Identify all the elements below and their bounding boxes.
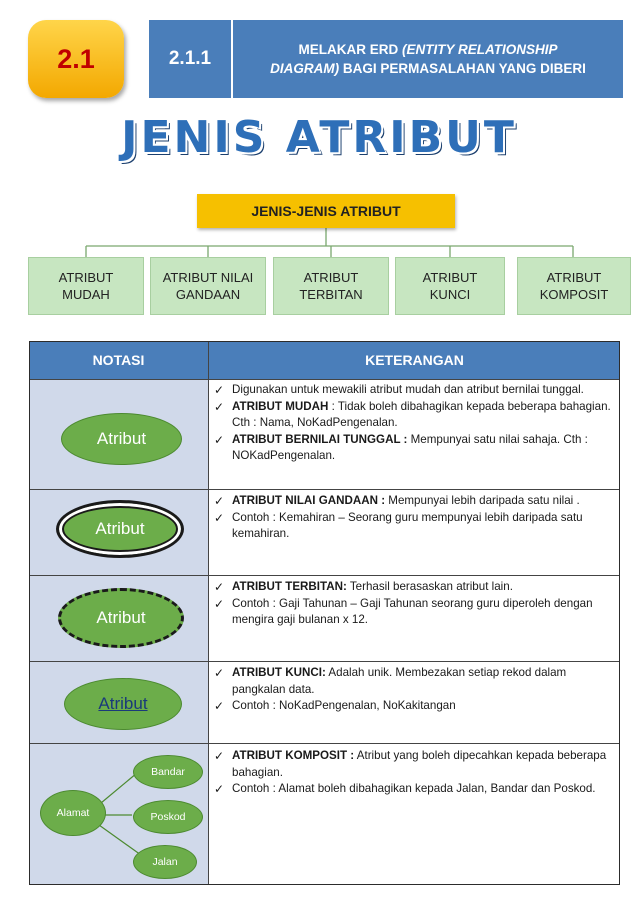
list-item: ✓ Contoh : Alamat boleh dibahagikan kepada Jalan, Bandar dan Poskod. bbox=[214, 782, 596, 796]
list-item: ✓ Contoh : NoKadPengenalan, NoKakitangan bbox=[214, 699, 456, 713]
composite-part-label: Poskod bbox=[150, 811, 186, 823]
composite-part-ellipse bbox=[133, 800, 203, 834]
checkmark-icon: ✓ bbox=[214, 432, 225, 447]
checkmark-icon: ✓ bbox=[214, 749, 225, 763]
list-item: ✓ Digunakan untuk mewakili atribut mudah dan atribut bernilai tunggal. bbox=[214, 383, 584, 397]
list-item: ✓ Contoh : Kemahiran – Seorang guru mempunyai lebih daripada satu kemahiran. bbox=[214, 510, 583, 540]
simple-attribute-ellipse bbox=[61, 413, 182, 465]
list-item: ✓ ATRIBUT KOMPOSIT : Atribut yang boleh dipecahkan kepada beberapa bahagian. bbox=[214, 749, 607, 779]
tree-leaf-atribut-nilai-gandaan: ATRIBUT NILAI GANDAAN bbox=[150, 257, 266, 315]
ellipse-label: Atribut bbox=[98, 694, 148, 713]
list-item: ✓ Contoh : Gaji Tahunan – Gaji Tahunan seorang guru diperoleh dengan mengira gaji bulanan x 12. bbox=[214, 596, 593, 626]
composite-part-label: Jalan bbox=[152, 856, 178, 868]
subsection-number: 2.1.1 bbox=[149, 20, 231, 98]
key-attribute-ellipse bbox=[64, 678, 182, 730]
composite-part-label: Bandar bbox=[151, 766, 185, 778]
checkmark-icon: ✓ bbox=[214, 596, 225, 611]
list-item: ✓ ATRIBUT NILAI GANDAAN : Mempunyai lebih daripada satu nilai . bbox=[214, 494, 580, 508]
description-cell bbox=[214, 748, 614, 798]
derived-attribute-ellipse bbox=[58, 588, 184, 648]
checkmark-icon: ✓ bbox=[214, 510, 225, 525]
title-part-italic: DIAGRAM) bbox=[270, 61, 340, 76]
composite-root-label: Alamat bbox=[56, 807, 90, 819]
description-cell bbox=[214, 493, 614, 543]
checkmark-icon: ✓ bbox=[214, 399, 225, 414]
ellipse-label: Atribut bbox=[95, 519, 145, 538]
checkmark-icon: ✓ bbox=[214, 699, 225, 713]
tree-leaf-atribut-mudah: ATRIBUT MUDAH bbox=[28, 257, 144, 315]
composite-root-ellipse bbox=[40, 790, 106, 836]
ellipse-label: Atribut bbox=[96, 608, 146, 627]
tree-leaf-atribut-terbitan: ATRIBUT TERBITAN bbox=[273, 257, 389, 315]
multivalued-attribute-ellipse bbox=[56, 500, 184, 558]
checkmark-icon: ✓ bbox=[214, 383, 225, 397]
description-cell bbox=[214, 665, 614, 715]
title-part-italic: (ENTITY RELATIONSHIP bbox=[401, 42, 558, 57]
list-item: ✓ ATRIBUT KUNCI: Adalah unik. Membezakan setiap rekod dalam pangkalan data. bbox=[214, 666, 567, 696]
composite-part-ellipse bbox=[133, 845, 197, 879]
title-part: BAGI PERMASALAHAN YANG DIBERI bbox=[339, 61, 586, 76]
description-cell bbox=[214, 382, 614, 465]
checkmark-icon: ✓ bbox=[214, 580, 225, 594]
tree-root: JENIS-JENIS ATRIBUT bbox=[197, 194, 455, 228]
list-item: ✓ ATRIBUT BERNILAI TUNGGAL : Mempunyai satu nilai sahaja. Cth : NOKadPengenalan. bbox=[214, 432, 588, 462]
column-header-keterangan: KETERANGAN bbox=[365, 352, 464, 368]
list-item: ✓ ATRIBUT TERBITAN: Terhasil berasaskan atribut lain. bbox=[214, 580, 513, 594]
title-part: MELAKAR ERD bbox=[298, 42, 402, 57]
tree-leaf-atribut-kunci: ATRIBUT KUNCI bbox=[395, 257, 505, 315]
page-title: JENIS ATRIBUT bbox=[121, 112, 517, 163]
checkmark-icon: ✓ bbox=[214, 666, 225, 680]
checkmark-icon: ✓ bbox=[214, 782, 225, 796]
tree-leaf-atribut-komposit: ATRIBUT KOMPOSIT bbox=[517, 257, 631, 315]
column-header-notasi: NOTASI bbox=[92, 352, 145, 368]
ellipse-label: Atribut bbox=[96, 429, 147, 448]
section-badge: 2.1 bbox=[28, 20, 124, 98]
composite-part-ellipse bbox=[133, 755, 203, 789]
checkmark-icon: ✓ bbox=[214, 494, 225, 508]
list-item: ✓ ATRIBUT MUDAH : Tidak boleh dibahagikan kepada beberapa bahagian. Cth : Nama, NoKadPengenalan. bbox=[214, 399, 611, 429]
description-cell bbox=[214, 579, 614, 629]
